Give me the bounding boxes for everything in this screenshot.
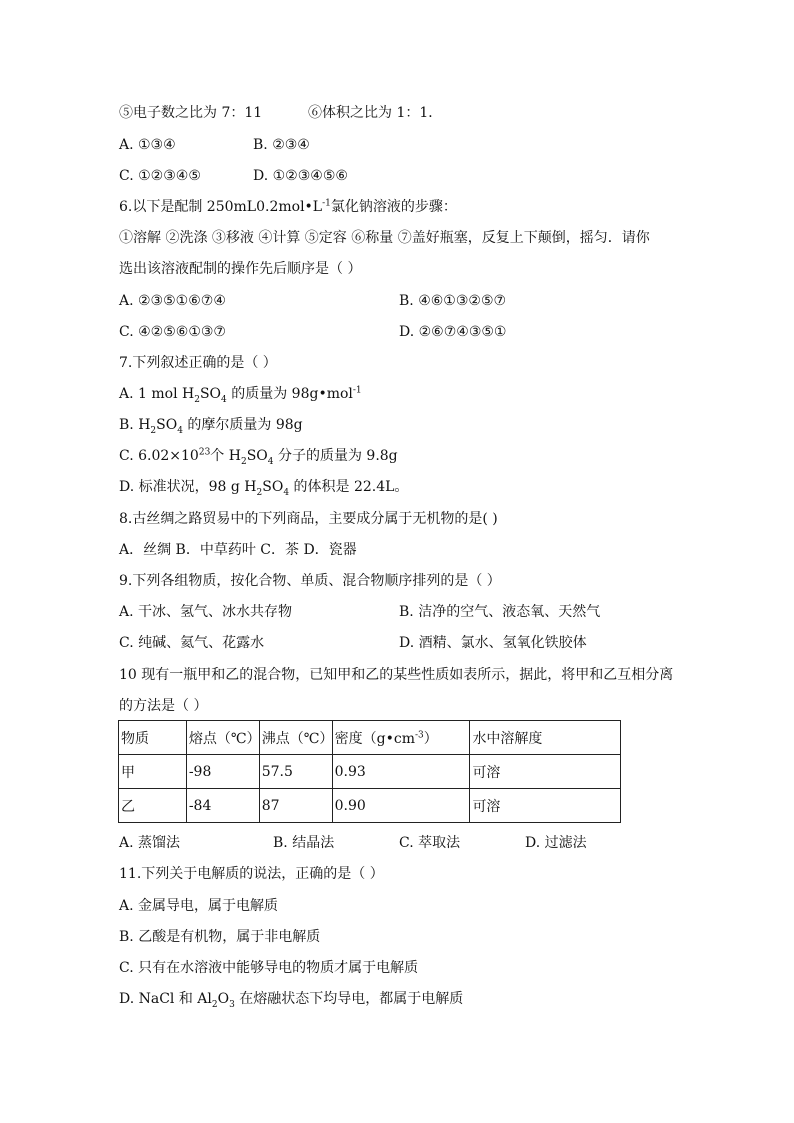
table-cell: 0.90 xyxy=(332,789,470,823)
table-cell: 87 xyxy=(259,789,332,823)
table-cell: 可溶 xyxy=(470,789,621,823)
q6-stem: 6.以下是配制 $250mL0.2mol•L^{-1}$氯化钠溶液的步骤： xyxy=(119,198,457,215)
table-cell: 甲 xyxy=(119,755,187,789)
q10-option-a: A. 蒸馏法 xyxy=(119,835,181,851)
q11-stem: 11.下列关于电解质的说法，正确的是（ ） xyxy=(119,866,384,882)
table-cell: 可溶 xyxy=(470,755,621,789)
table-cell: -84 xyxy=(186,789,259,823)
q6-question: 选出该溶液配制的操作先后顺序是（ ） xyxy=(119,261,362,277)
q9-option-b: B. 洁净的空气、液态氧、天然气 xyxy=(399,604,601,620)
q7-option-a: A. 1 mol $H_2SO_4$ 的质量为 98g•mol$^{-1}$ xyxy=(119,385,362,405)
q10-stem-line2: 的方法是（ ） xyxy=(119,698,208,714)
q7-option-c: C. $6.02\times 10^{23}$个 $H_2SO_4$ 分子的质量为 9.8g xyxy=(119,447,398,467)
header-density: 密度$(g•cm^{-3})$ xyxy=(332,721,470,755)
q9-option-d: D. 酒精、氯水、氢氧化铁胶体 xyxy=(399,635,587,651)
q6-option-d: D. ②⑥⑦④③⑤① xyxy=(399,324,507,340)
header-substance: 物质 xyxy=(119,721,187,755)
q7-option-d: D. 标准状况，98 g $H_2SO_4$ 的体积是 22.4L。 xyxy=(119,479,409,498)
header-boiling-point: 沸点（℃） xyxy=(259,721,332,755)
table-cell: 57.5 xyxy=(259,755,332,789)
q11-option-b: B. 乙酸是有机物，属于非电解质 xyxy=(119,929,321,945)
q9-option-a: A. 干冰、氢气、冰水共存物 xyxy=(119,604,293,620)
table-cell: 0.93 xyxy=(332,755,470,789)
table-row xyxy=(119,755,621,789)
q6-option-c: C. ④②⑤⑥①③⑦ xyxy=(119,324,226,340)
q5-option-c: C. ①②③④⑤ xyxy=(119,168,201,184)
table-cell: 乙 xyxy=(119,789,187,823)
q10-option-b: B. 结晶法 xyxy=(273,835,335,851)
q8-options: A．丝绸 B．中草药叶 C．茶 D．瓷器 xyxy=(119,542,357,558)
table-header-row xyxy=(119,721,621,755)
q8-stem: 8.古丝绸之路贸易中的下列商品，主要成分属于无机物的是( ) xyxy=(119,511,498,527)
q11-option-c: C. 只有在水溶液中能够导电的物质才属于电解质 xyxy=(119,960,419,976)
q5-item-6: ⑥体积之比为 1：1． xyxy=(308,105,443,121)
q10-option-d: D. 过滤法 xyxy=(525,835,587,851)
table-row xyxy=(119,789,621,823)
q7-option-b: B. $H_2SO_4$ 的摩尔质量为 98g xyxy=(119,417,303,436)
properties-table xyxy=(118,720,621,823)
q11-option-d: D. NaCl 和 $Al_2O_3$ 在熔融状态下均导电，都属于电解质 xyxy=(119,991,464,1010)
q6-option-b: B. ④⑥①③②⑤⑦ xyxy=(399,293,507,309)
header-melting-point: 熔点（℃） xyxy=(186,721,259,755)
q5-option-a: A. ①③④ xyxy=(119,137,176,153)
q6-steps: ①溶解 ②洗涤 ③移液 ④计算 ⑤定容 ⑥称量 ⑦盖好瓶塞，反复上下颠倒，摇匀．请你 xyxy=(119,230,650,246)
q9-option-c: C. 纯碱、氦气、花露水 xyxy=(119,635,265,651)
table-cell: -98 xyxy=(186,755,259,789)
q5-option-b: B. ②③④ xyxy=(253,137,310,153)
q10-option-c: C. 萃取法 xyxy=(399,835,461,851)
q10-stem-line1: 10 现有一瓶甲和乙的混合物，已知甲和乙的某些性质如表所示，据此，将甲和乙互相分离 xyxy=(119,667,674,683)
q5-item-5: ⑤电子数之比为 7：11 xyxy=(119,105,263,121)
q5-option-d: D. ①②③④⑤⑥ xyxy=(253,168,348,184)
q7-stem: 7.下列叙述正确的是（ ） xyxy=(119,355,277,371)
q9-stem: 9.下列各组物质，按化合物、单质、混合物顺序排列的是（ ） xyxy=(119,573,501,589)
q11-option-a: A. 金属导电，属于电解质 xyxy=(119,898,279,914)
header-solubility: 水中溶解度 xyxy=(470,721,621,755)
q6-option-a: A. ②③⑤①⑥⑦④ xyxy=(119,293,226,309)
